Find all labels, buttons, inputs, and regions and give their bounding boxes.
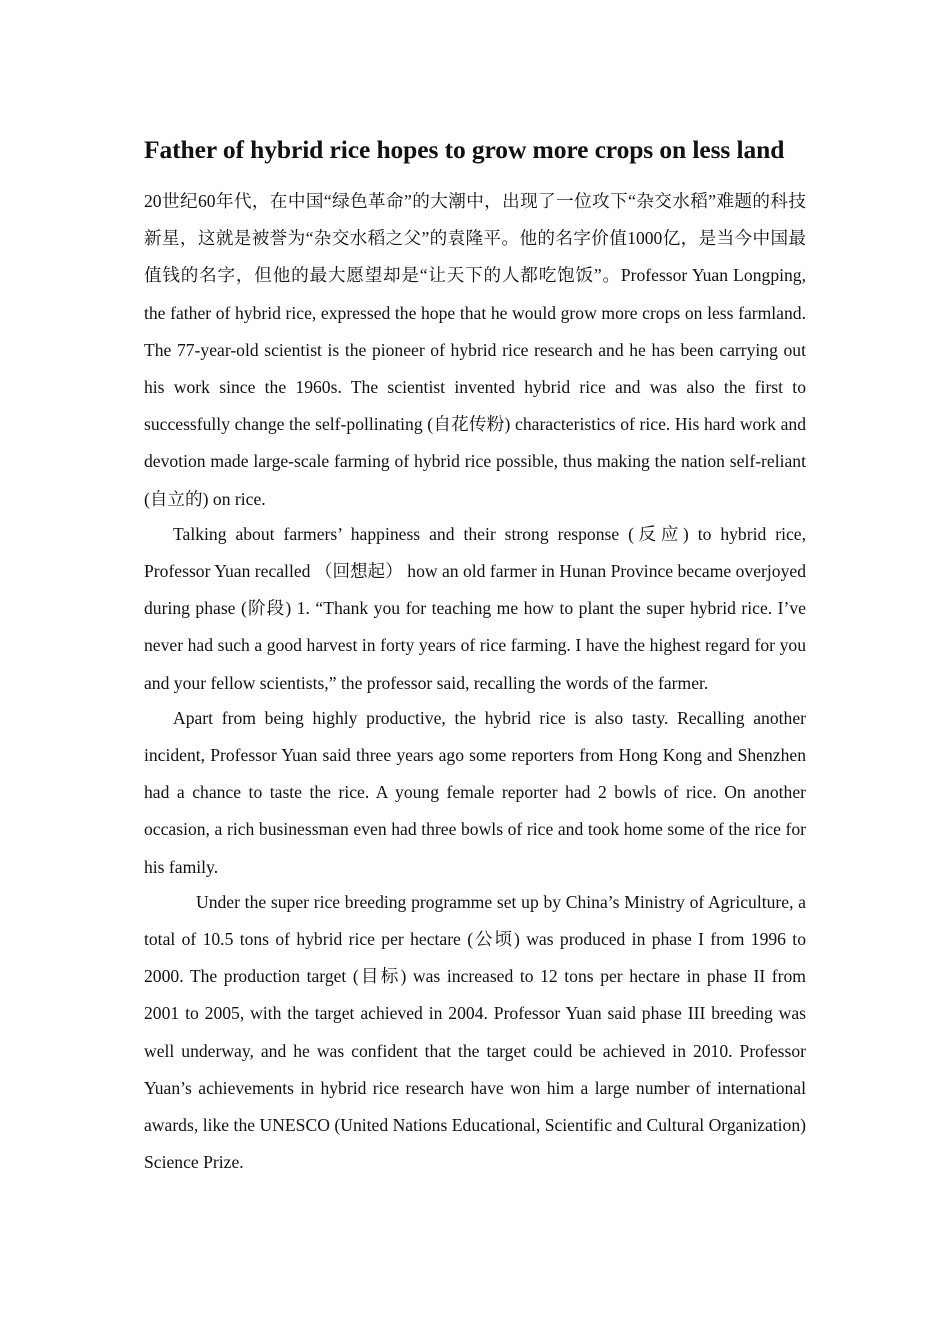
- paragraph-breeding-programme: Under the super rice breeding programme set up by China’s Ministry of Agriculture, a total of 10.5 tons of hybrid rice per hectare (公顷) was produced in phase I from 1996 to 2000. The production target (目标) was increased to 12 tons per hectare in phase II from 2001 to 2005, with the target achieved in 2004. Professor Yuan said phase III breeding was well underway, and he was confident that the target could be achieved in 2010. Professor Yuan’s achievements in hybrid rice research have won him a large number of international awards, like the UNESCO (United Nations Educational, Scientific and Cultural Organization) Science Prize.: [144, 891, 806, 1173]
- paragraph-intro: 20世纪60年代，在中国“绿色革命”的大潮中，出现了一位攻下“杂交水稻”难题的科技新星，这就是被誉为“杂交水稻之父”的袁隆平。他的名字价值1000亿，是当今中国最值钱的名字，但他的最大愿望却是“让天下的人都吃饱饭”。Professor Yuan Longping, the father of hybrid rice, expressed the hope that he would grow more crops on less farmland. The 77-year-old scientist is the pioneer of hybrid rice research and he has been carrying out his work since the 1960s. The scientist invented hybrid rice and was also the first to successfully change the self-pollinating (自花传粉) characteristics of rice. His hard work and devotion made large-scale farming of hybrid rice possible, thus making the nation self-reliant (自立的) on rice.: [144, 191, 806, 509]
- article-title: Father of hybrid rice hopes to grow more crops on less land: [144, 135, 785, 164]
- paragraph-taste: Apart from being highly productive, the hybrid rice is also tasty. Recalling another incident, Professor Yuan said three years ago some reporters from Hong Kong and Shenzhen had a chance to taste the rice. A young female reporter had 2 bowls of rice. On another occasion, a rich businessman even had three bowls of rice and took home some of the rice for his family.: [144, 707, 806, 877]
- document-page: [144, 132, 806, 1181]
- paragraph-farmers: Talking about farmers’ happiness and their strong response (反应) to hybrid rice, Professor Yuan recalled （回想起） how an old farmer in Hunan Province became overjoyed during phase (阶段) 1. “Thank you for teaching me how to plant the super hybrid rice. I’ve never had such a good harvest in forty years of rice farming. I have the highest regard for you and your fellow scientists,” the professor said, recalling the words of the farmer.: [144, 523, 806, 693]
